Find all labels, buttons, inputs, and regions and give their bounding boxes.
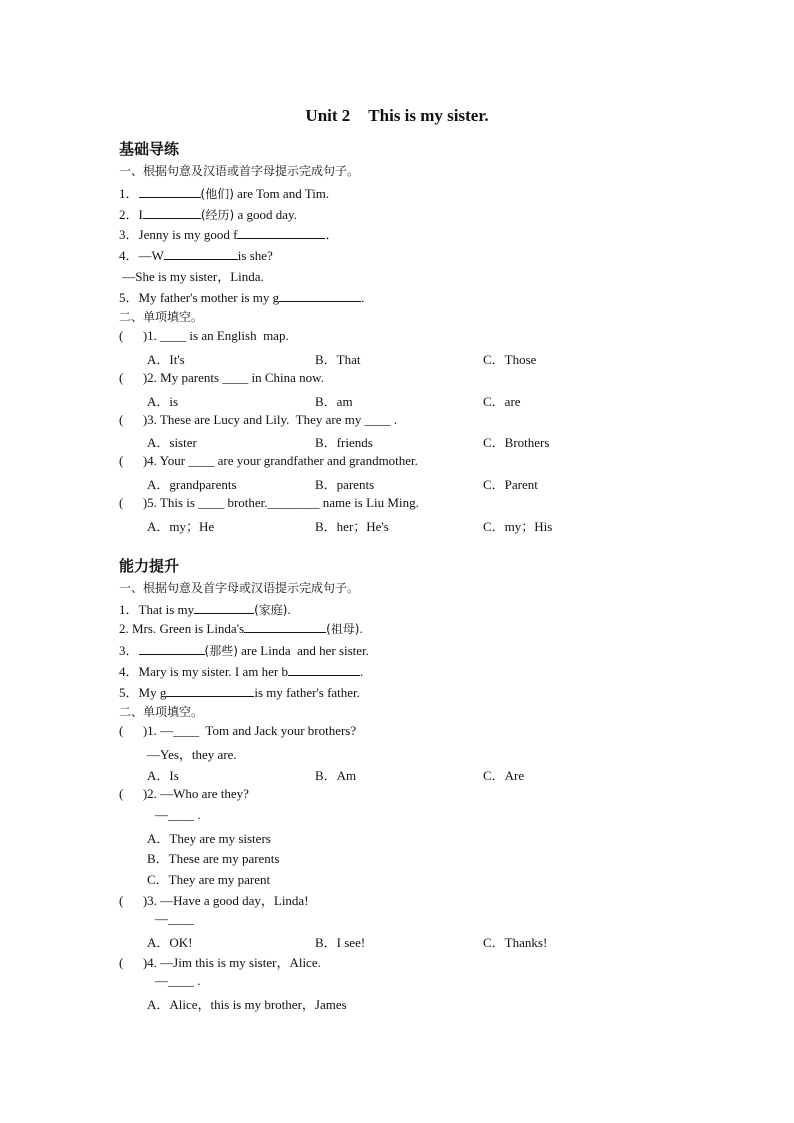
option-c: C．my；His: [483, 519, 553, 534]
option-c: C．Those: [483, 352, 537, 367]
unit-label: Unit 2: [305, 106, 351, 125]
option-b: B．parents: [315, 477, 375, 492]
option-a: A．sister: [147, 435, 197, 450]
section-a-title: 一、根据句意及汉语或首字母提示完成句子。: [119, 164, 360, 178]
option-a: A．Alice，this is my brother，James: [147, 997, 347, 1012]
option-a: A．grandparents: [147, 477, 237, 492]
option-b: B．These are my parents: [147, 851, 280, 866]
section-b-title-2: 二、单项填空。: [119, 705, 204, 719]
answer-line: —____: [155, 911, 194, 926]
mc-question-3: ( )3. These are Lucy and Lily. They are my ____ .: [119, 412, 398, 427]
option-a: A．Is: [147, 768, 179, 783]
mc2-question-4: ( )4. —Jim this is my sister，Alice.: [119, 955, 321, 970]
option-a: A．my；He: [147, 519, 215, 534]
mc2-question-3: ( )3. —Have a good day，Linda!: [119, 893, 309, 908]
sentence-5: 5．My father's mother is my g .: [119, 290, 365, 305]
mc-question-5: ( )5. This is ____ brother.________ name is Liu Ming.: [119, 495, 419, 510]
option-b: B．Am: [315, 768, 357, 783]
sentence-4-answer: —She is my sister，Linda.: [119, 269, 264, 284]
option-b: B．I see!: [315, 935, 366, 950]
answer-line: —Yes，they are.: [147, 747, 237, 762]
sentence-2-3: 3． (那些) are Linda and her sister.: [119, 643, 369, 658]
answer-line: —____ .: [155, 973, 201, 988]
sentence-3: 3．Jenny is my good f ．: [119, 227, 339, 242]
option-a: A．It's: [147, 352, 185, 367]
sentence-2-2: 2. Mrs. Green is Linda's (祖母).: [119, 621, 363, 636]
sentence-4: 4．—W is she?: [119, 248, 273, 263]
sentence-2-5: 5．My g is my father's father.: [119, 685, 360, 700]
option-a: A．They are my sisters: [147, 831, 271, 846]
option-c: C．are: [483, 394, 521, 409]
option-b: B．her；He's: [315, 519, 389, 534]
section-heading-basic: 基础导练: [119, 140, 180, 158]
mc-question-2: ( )2. My parents ____ in China now.: [119, 370, 324, 385]
section-b-title: 二、单项填空。: [119, 310, 204, 324]
option-b: B．That: [315, 352, 361, 367]
sentence-2: 2．I (经历) a good day.: [119, 207, 297, 222]
sentence-2-4: 4．Mary is my sister. I am her b .: [119, 664, 364, 679]
option-a: A．OK!: [147, 935, 193, 950]
mc2-question-2: ( )2. —Who are they?: [119, 786, 249, 801]
page-title: [0, 106, 794, 126]
unit-title: This is my sister.: [368, 106, 489, 125]
option-b: B．am: [315, 394, 353, 409]
option-b: B．friends: [315, 435, 373, 450]
option-c: C．Parent: [483, 477, 538, 492]
section-a-title-2: 一、根据句意及首字母或汉语提示完成句子。: [119, 581, 360, 595]
section-heading-advanced: 能力提升: [119, 557, 180, 575]
option-a: A．is: [147, 394, 179, 409]
mc2-question-1: ( )1. —____ Tom and Jack your brothers?: [119, 723, 357, 738]
sentence-2-1: 1．That is my (家庭).: [119, 602, 291, 617]
option-c: C．They are my parent: [147, 872, 271, 887]
option-c: C．Brothers: [483, 435, 550, 450]
mc-question-1: ( )1. ____ is an English map.: [119, 328, 289, 343]
option-c: C．Are: [483, 768, 525, 783]
answer-line: —____ .: [155, 807, 201, 822]
option-c: C．Thanks!: [483, 935, 548, 950]
sentence-1: 1． (他们) are Tom and Tim.: [119, 186, 330, 201]
mc-question-4: ( )4. Your ____ are your grandfather and grandmother.: [119, 453, 418, 468]
